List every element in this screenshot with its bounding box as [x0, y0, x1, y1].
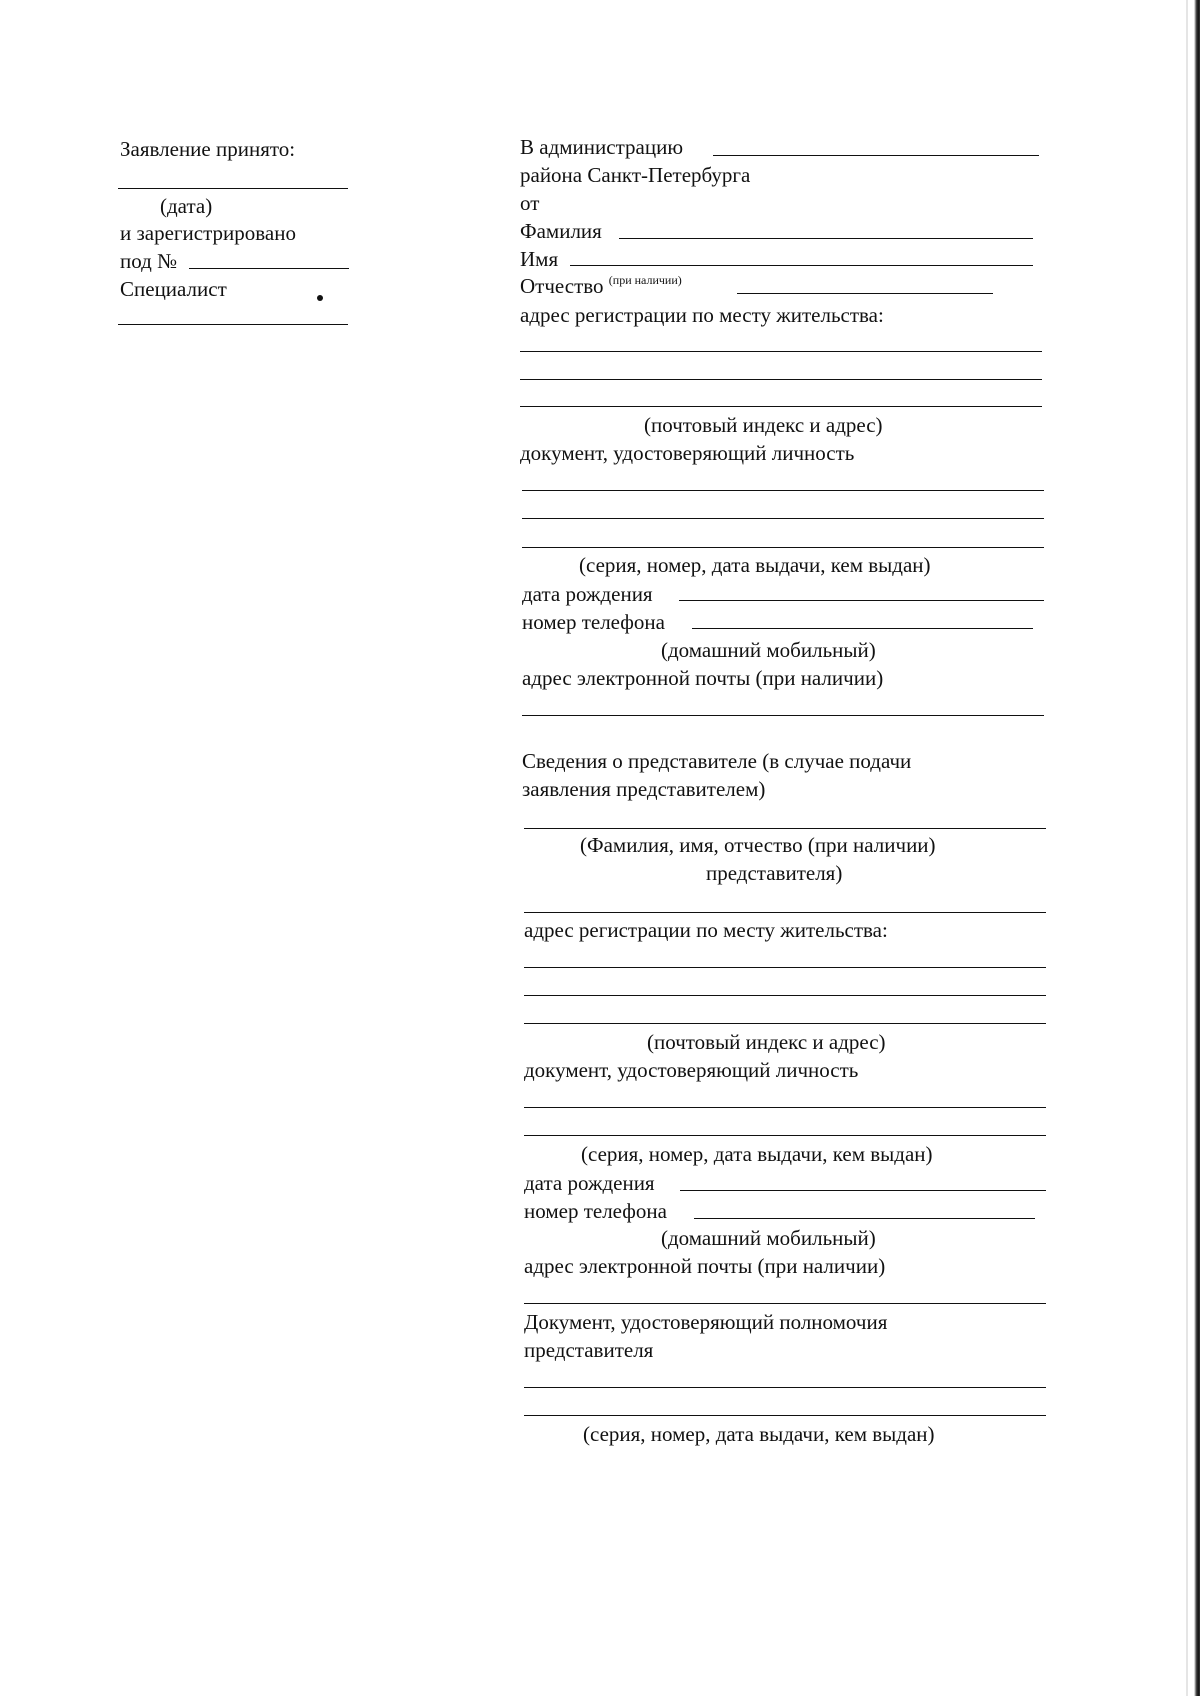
applicant-id-line-3[interactable]: [522, 547, 1044, 548]
representative-address-caption: (почтовый индекс и адрес): [647, 1030, 886, 1054]
patronymic-field[interactable]: [737, 293, 993, 294]
applicant-id-label: документ, удостоверяющий личность: [520, 441, 855, 465]
accepted-label: Заявление принято:: [120, 137, 296, 161]
authority-label-1: Документ, удостоверяющий полномочия: [524, 1310, 888, 1334]
authority-label-2: представителя: [524, 1338, 654, 1362]
surname-field[interactable]: [619, 238, 1033, 239]
representative-fio-field[interactable]: [524, 828, 1046, 829]
applicant-birth-field[interactable]: [679, 600, 1044, 601]
representative-address-label: адрес регистрации по месту жительства:: [524, 918, 888, 942]
name-field[interactable]: [570, 265, 1033, 266]
representative-header-1: Сведения о представителе (в случае подачи: [522, 749, 912, 773]
representative-fio-caption-2: представителя): [706, 861, 843, 885]
representative-address-line-1[interactable]: [524, 967, 1046, 968]
applicant-id-line-1[interactable]: [522, 490, 1044, 491]
applicant-phone-label: номер телефона: [522, 610, 665, 634]
representative-birth-field[interactable]: [680, 1190, 1046, 1191]
admin-district-field[interactable]: [713, 155, 1039, 156]
specialist-field[interactable]: [118, 324, 348, 325]
representative-id-label: документ, удостоверяющий личность: [524, 1058, 859, 1082]
applicant-phone-field[interactable]: [692, 628, 1033, 629]
applicant-email-field[interactable]: [522, 715, 1044, 716]
representative-address-line-2[interactable]: [524, 995, 1046, 996]
scan-shadow: [1186, 0, 1188, 1696]
representative-phone-caption: (домашний мобильный): [661, 1226, 876, 1250]
registration-number-field[interactable]: [189, 268, 349, 269]
representative-header-2: заявления представителем): [522, 777, 766, 801]
authority-line-1[interactable]: [524, 1387, 1046, 1388]
applicant-address-label: адрес регистрации по месту жительства:: [520, 303, 884, 327]
applicant-address-line-2[interactable]: [520, 379, 1042, 380]
representative-id-line-2[interactable]: [524, 1135, 1046, 1136]
applicant-id-line-2[interactable]: [522, 518, 1044, 519]
representative-address-line-3[interactable]: [524, 1023, 1046, 1024]
applicant-birth-label: дата рождения: [522, 582, 653, 606]
accepted-date-field[interactable]: [118, 188, 348, 189]
patronymic-note: (при наличии): [608, 273, 682, 287]
district-label: района Санкт-Петербурга: [520, 163, 751, 187]
authority-line-2[interactable]: [524, 1415, 1046, 1416]
representative-id-line-1[interactable]: [524, 1107, 1046, 1108]
scan-edge: [1194, 0, 1200, 1696]
representative-email-field[interactable]: [524, 1303, 1046, 1304]
surname-label: Фамилия: [520, 219, 602, 243]
representative-email-label: адрес электронной почты (при наличии): [524, 1254, 886, 1278]
applicant-address-line-1[interactable]: [520, 351, 1042, 352]
representative-phone-label: номер телефона: [524, 1199, 667, 1223]
applicant-address-line-3[interactable]: [520, 406, 1042, 407]
specialist-label: Специалист: [120, 277, 227, 301]
registered-label: и зарегистрировано: [120, 221, 296, 245]
date-caption: (дата): [160, 194, 213, 218]
representative-id-caption: (серия, номер, дата выдачи, кем выдан): [581, 1142, 933, 1166]
number-label: под №: [120, 249, 178, 273]
from-label: от: [520, 191, 540, 215]
applicant-phone-caption: (домашний мобильный): [661, 638, 876, 662]
applicant-email-label: адрес электронной почты (при наличии): [522, 666, 884, 690]
to-admin-label: В администрацию: [520, 135, 684, 159]
ink-dot: [317, 295, 323, 301]
applicant-id-caption: (серия, номер, дата выдачи, кем выдан): [579, 553, 931, 577]
patronymic-label: Отчество $^{(при наличии)}$: [520, 273, 682, 298]
representative-birth-label: дата рождения: [524, 1171, 655, 1195]
authority-caption: (серия, номер, дата выдачи, кем выдан): [583, 1422, 935, 1446]
representative-fio-line-2[interactable]: [524, 912, 1046, 913]
name-label: Имя: [520, 247, 559, 271]
representative-fio-caption-1: (Фамилия, имя, отчество (при наличии): [580, 833, 936, 857]
applicant-address-caption: (почтовый индекс и адрес): [644, 413, 883, 437]
representative-phone-field[interactable]: [694, 1218, 1035, 1219]
